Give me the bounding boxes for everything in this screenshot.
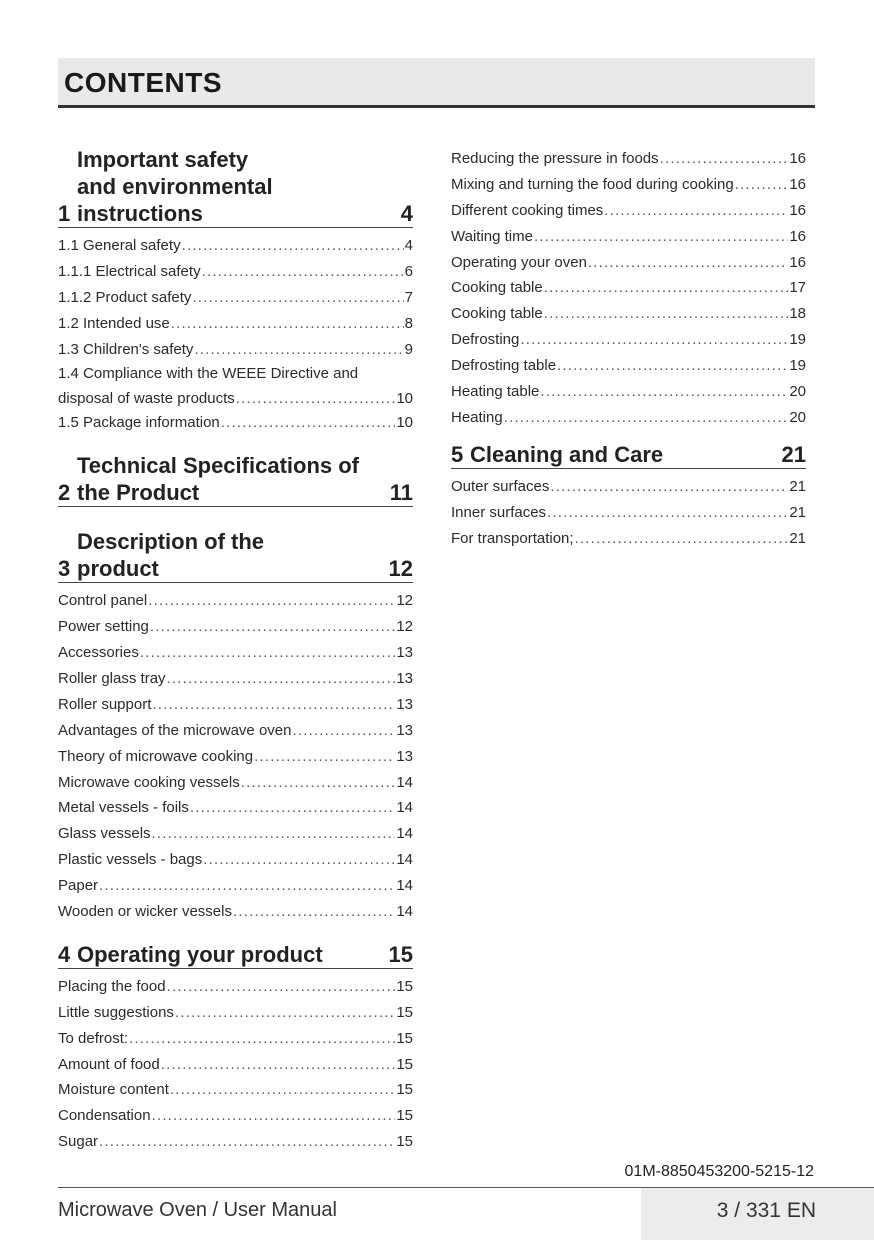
toc-entry-label: 1.2 Intended use [58, 314, 170, 332]
toc-entry-page: 16 [789, 175, 806, 193]
dot-leader [544, 301, 789, 327]
dot-leader [588, 250, 788, 276]
dot-leader [194, 337, 403, 363]
toc-entry-label: Operating your oven [451, 253, 587, 271]
toc-entry-page: 21 [789, 529, 806, 547]
section-title: Cleaning and Care [470, 441, 664, 467]
toc-section-row [451, 441, 806, 468]
toc-entry-label: 1.3 Children's safety [58, 340, 194, 358]
section-title: Important safety and environmental instructions [77, 147, 273, 226]
toc-entry-page: 13 [396, 721, 413, 739]
toc-entry-page: 13 [396, 695, 413, 713]
toc-entry[interactable] [58, 337, 413, 363]
toc-entry[interactable] [58, 974, 413, 1000]
toc-entry[interactable] [58, 1000, 413, 1026]
dot-leader [140, 640, 395, 666]
toc-entry-page: 19 [789, 331, 806, 349]
toc-section-heading[interactable] [58, 941, 413, 969]
toc-entry-page: 17 [789, 279, 806, 297]
toc-entry-page: 16 [789, 149, 806, 167]
dot-leader [203, 847, 395, 873]
toc-entry-label: Roller support [58, 695, 152, 713]
toc-entry-label: Advantages of the microwave oven [58, 721, 292, 739]
toc-entry[interactable] [451, 526, 806, 552]
footer-title: Microwave Oven / User Manual [58, 1199, 337, 1221]
toc-entry-label: Paper [58, 877, 99, 895]
toc-entry[interactable] [58, 1103, 413, 1129]
toc-entry[interactable] [58, 1026, 413, 1052]
toc-entry[interactable] [58, 795, 413, 821]
toc-section-row [58, 452, 413, 506]
section-number: 5 [451, 441, 464, 467]
toc-entry[interactable] [58, 1052, 413, 1078]
toc-section-heading[interactable] [451, 441, 806, 469]
dot-leader [233, 899, 395, 925]
section-title: Technical Specifications of the Product [77, 453, 359, 506]
section-page: 21 [781, 441, 806, 467]
dot-leader [254, 744, 395, 770]
toc-entry-label: Condensation [58, 1107, 151, 1125]
toc-entry-page: 4 [404, 236, 413, 254]
toc-entry-page: 18 [789, 305, 806, 323]
toc-entry-page: 13 [396, 644, 413, 662]
toc-section-heading[interactable] [58, 452, 413, 507]
dot-leader [544, 275, 789, 301]
toc-entry-label: Control panel [58, 592, 148, 610]
section-page: 15 [388, 941, 413, 967]
dot-leader [150, 614, 395, 640]
dot-leader [167, 974, 396, 1000]
section-number: 2 [58, 480, 71, 506]
toc-entry-page: 15 [396, 977, 413, 995]
toc-entry[interactable] [58, 1077, 413, 1103]
dot-leader [520, 327, 788, 353]
toc-entry-page: 15 [396, 1133, 413, 1151]
section-title: Operating your product [77, 941, 323, 967]
toc-entry[interactable] [58, 666, 413, 692]
toc-entry[interactable] [58, 233, 413, 259]
toc-entry-page: 7 [404, 288, 413, 306]
toc-entry-page: 20 [789, 383, 806, 400]
toc-entry-page: 6 [404, 262, 413, 280]
toc-section-row [58, 146, 413, 227]
dot-leader [547, 500, 788, 526]
toc-entry[interactable] [451, 250, 806, 276]
toc-entry-page: 19 [789, 357, 806, 375]
section-number: 1 [58, 201, 71, 226]
toc-entry-page: 10 [396, 414, 413, 432]
toc-section-row [58, 528, 413, 582]
dot-leader [202, 259, 404, 285]
toc-entry-page: 14 [396, 799, 413, 817]
dot-leader [152, 692, 395, 718]
section-number: 3 [58, 556, 71, 582]
dot-leader [550, 474, 788, 500]
toc-entry-page: 14 [396, 877, 413, 895]
dot-leader [604, 198, 788, 224]
dot-leader [152, 821, 396, 847]
toc-entry-label: To defrost: [58, 1029, 129, 1047]
toc-entry-label: Defrosting table [451, 357, 557, 375]
document-code: 01M-8850453200-5215-12 [624, 1163, 814, 1180]
toc-entry-page: 12 [396, 618, 413, 636]
toc-entry[interactable] [451, 327, 806, 353]
dot-leader [148, 588, 395, 614]
dot-leader [575, 526, 789, 552]
dot-leader [161, 1052, 396, 1078]
toc-entry-label-continued: disposal of waste products [58, 390, 235, 408]
section-spacer [58, 512, 413, 528]
toc-entry-label: Different cooking times [451, 201, 604, 219]
toc-entry[interactable] [58, 1129, 413, 1155]
toc-entry-page: 14 [396, 903, 413, 921]
dot-leader [236, 387, 396, 410]
toc-entry[interactable] [58, 692, 413, 718]
toc-entry-label: Little suggestions [58, 1003, 174, 1021]
toc-entry-label: Heating [451, 408, 503, 426]
toc-entry[interactable] [58, 259, 413, 285]
toc-entry-page: 14 [396, 773, 413, 791]
toc-entry[interactable] [58, 362, 413, 410]
toc-entry-page: 13 [396, 747, 413, 765]
section-page: 11 [389, 480, 413, 506]
toc-entry-page: 16 [789, 227, 806, 245]
dot-leader [735, 172, 789, 198]
toc-entry[interactable] [451, 172, 806, 198]
toc-entry-label: Mixing and turning the food during cooking [451, 175, 734, 193]
toc-entry-label: 1.1.1 Electrical safety [58, 262, 201, 280]
toc-entry[interactable] [58, 873, 413, 899]
toc-entry[interactable] [58, 770, 413, 796]
toc-entry[interactable] [451, 146, 806, 172]
toc-entry-page: 15 [396, 1107, 413, 1125]
dot-leader [192, 285, 403, 311]
toc-entry-label: Reducing the pressure in foods [451, 149, 659, 167]
toc-entry-label: Placing the food [58, 977, 166, 995]
toc-entry-page: 21 [789, 503, 806, 521]
toc-entry[interactable] [58, 285, 413, 311]
toc-entry-label: 1.5 Package information [58, 414, 220, 432]
toc-entry[interactable] [58, 311, 413, 337]
dot-leader [167, 666, 396, 692]
toc-entry-label: Power setting [58, 618, 149, 636]
section-page: 12 [388, 556, 413, 582]
toc-entry-label: 1.1 General safety [58, 236, 181, 254]
toc-entry-label: Waiting time [451, 227, 533, 245]
dot-leader [292, 718, 395, 744]
toc-entry[interactable] [58, 640, 413, 666]
toc-entry-page: 12 [396, 592, 413, 610]
toc-section-row [58, 941, 413, 968]
toc-entry-label: Accessories [58, 644, 139, 662]
toc-entry-label: For transportation; [451, 529, 574, 547]
toc-entry-page: 15 [396, 1003, 413, 1021]
section-number: 4 [58, 941, 71, 967]
dot-leader [182, 233, 404, 259]
toc-entry[interactable] [58, 899, 413, 925]
dot-leader [170, 1077, 395, 1103]
toc-entry[interactable] [451, 405, 806, 431]
toc-entry-label: Glass vessels [58, 825, 151, 843]
dot-leader [557, 353, 788, 379]
toc-entry[interactable] [451, 474, 806, 500]
dot-leader [504, 405, 789, 431]
toc-entry-page: 9 [404, 340, 413, 358]
dot-leader [152, 1103, 396, 1129]
toc-entry-page: 15 [396, 1055, 413, 1073]
toc-entry-line [58, 385, 413, 410]
toc-entry[interactable] [58, 718, 413, 744]
toc-entry[interactable] [451, 353, 806, 379]
toc-entry[interactable] [58, 847, 413, 873]
dot-leader [540, 379, 788, 405]
toc-entry-page: 16 [789, 201, 806, 219]
toc-entry-page: 8 [404, 314, 413, 332]
section-page: 4 [400, 201, 413, 226]
toc-entry-label: Cooking table [451, 305, 543, 323]
dot-leader [241, 770, 396, 796]
dot-leader [129, 1026, 395, 1052]
toc-entry-label: Metal vessels - foils [58, 799, 189, 817]
page-title: CONTENTS [64, 67, 222, 98]
dot-leader [99, 1129, 395, 1155]
dot-leader [171, 311, 404, 337]
toc-entry-page: 15 [396, 1029, 413, 1047]
toc-entry-label: Wooden or wicker vessels [58, 903, 232, 921]
toc-entry[interactable] [451, 379, 806, 405]
dot-leader [175, 1000, 395, 1026]
contents-header [58, 58, 815, 108]
toc-entry[interactable] [451, 198, 806, 224]
toc-entry[interactable] [58, 744, 413, 770]
toc-left-column [58, 146, 413, 1155]
toc-entry-label: Heating table [451, 383, 540, 400]
toc-entry-page: 14 [396, 825, 413, 843]
toc-entry[interactable] [58, 410, 413, 436]
dot-leader [660, 146, 789, 172]
toc-entry-label: 1.4 Compliance with the WEEE Directive and [58, 365, 359, 383]
toc-entry[interactable] [451, 224, 806, 250]
dot-leader [190, 795, 395, 821]
toc-entry[interactable] [451, 301, 806, 327]
dot-leader [534, 224, 788, 250]
section-spacer [451, 431, 806, 441]
toc-entry-label: Microwave cooking vessels [58, 773, 240, 791]
section-spacer [58, 436, 413, 452]
toc-entry[interactable] [58, 588, 413, 614]
toc-entry-page: 21 [789, 477, 806, 495]
toc-entry-page: 10 [396, 390, 413, 408]
toc-right-column [451, 146, 806, 551]
footer-page-number: 3 / 331 EN [716, 1199, 816, 1222]
toc-entry-label: Defrosting [451, 331, 520, 349]
toc-entry-label: Outer surfaces [451, 477, 550, 495]
toc-entry-label: Moisture content [58, 1081, 169, 1099]
toc-entry-label: Sugar [58, 1133, 99, 1151]
toc-entry[interactable] [451, 275, 806, 301]
toc-entry-page: 15 [396, 1081, 413, 1099]
toc-section-heading[interactable] [58, 528, 413, 583]
toc-entry-label: Cooking table [451, 279, 543, 297]
toc-entry[interactable] [58, 614, 413, 640]
toc-entry-label: Plastic vessels - bags [58, 851, 203, 869]
toc-section-heading[interactable] [58, 146, 413, 228]
section-spacer [58, 925, 413, 941]
toc-entry-label: Theory of microwave cooking [58, 747, 254, 765]
toc-entry-page: 20 [789, 408, 806, 426]
toc-entry[interactable] [58, 821, 413, 847]
toc-entry-page: 14 [396, 851, 413, 869]
toc-entry[interactable] [451, 500, 806, 526]
dot-leader [221, 410, 396, 436]
dot-leader [99, 873, 395, 899]
section-title: Description of the product [77, 529, 265, 582]
toc-entry-label: Inner surfaces [451, 503, 547, 521]
toc-entry-label: 1.1.2 Product safety [58, 288, 192, 306]
toc-entry-page: 13 [396, 670, 413, 687]
toc-entry-page: 16 [789, 253, 806, 271]
toc-entry-label: Amount of food [58, 1055, 160, 1073]
toc-entry-label: Roller glass tray [58, 670, 166, 687]
